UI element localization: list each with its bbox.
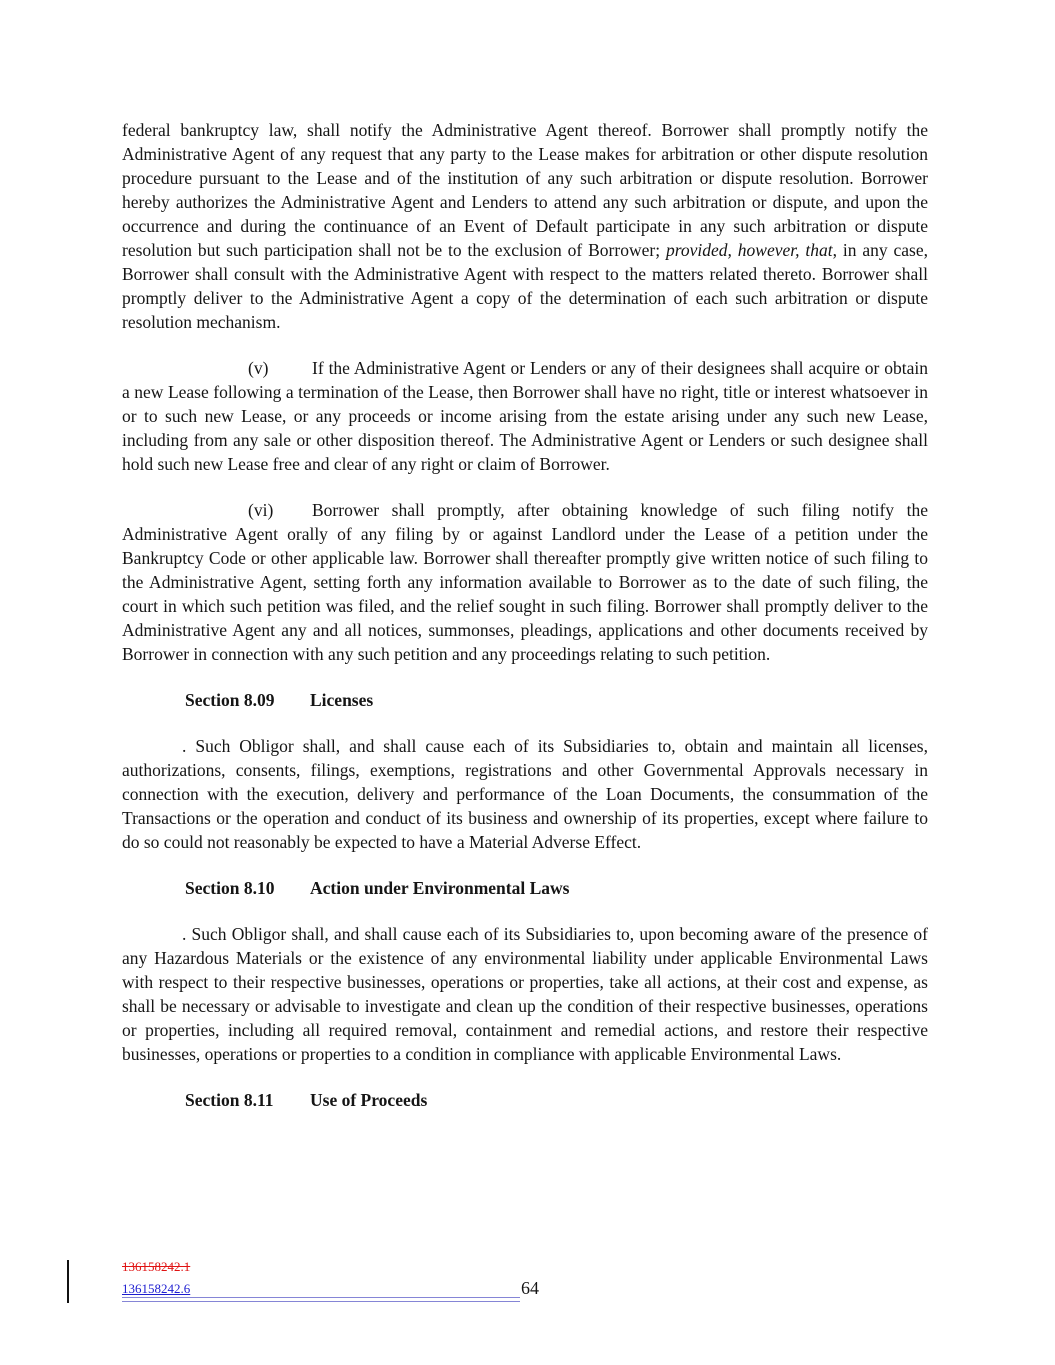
section-title: Action under Environmental Laws (310, 878, 570, 898)
page-number: 64 (521, 1278, 539, 1298)
paragraph-text: federal bankruptcy law, shall notify the Administrative Agent thereof. Borrower shall promptly notify the Administrative Agent of any request that any party to the Lease makes for arbitration or other dispute resolution procedure pursuant to the Lease and of the institution of any such arbitration or dispute resolution. Borrower hereby authorizes the Administrative Agent and Lenders to attend any such arbitration or dispute, and upon the occurrence and during the continuance of an Event of Default participate in any such arbitration or dispute resolution but such participation shall not be to the exclusion of Borrower; (122, 120, 928, 260)
paragraph-8-09 (122, 734, 928, 854)
subclause-label: (v) (248, 358, 269, 378)
footer-doc-id-deleted: 136158242.1 (122, 1259, 191, 1274)
section-number: Section 8.10 (185, 878, 275, 898)
subclause-v (122, 356, 928, 476)
paragraph-text: , in any case, Borrower shall consult with the Administrative Agent with respect to the matters related thereto. Borrower shall promptly deliver to the Administrative Agent a copy of the determination of each such arbitration or dispute resolution mechanism. (122, 240, 928, 332)
italic-phrase: provided, however, that (665, 240, 833, 260)
subclause-text: If the Administrative Agent or Lenders or any of their designees shall acquire or obtain a new Lease following a termination of the Lease, then Borrower shall have no right, title or interest whatsoever in or to such new Lease, or any proceeds or income arising from the estate arising under any such new Lease, including from any sale or other disposition thereof. The Administrative Agent or Lenders or such designee shall hold such new Lease free and clear of any right or claim of Borrower. (122, 358, 928, 474)
section-number: Section 8.09 (185, 690, 275, 710)
footer-revision-rule (122, 1297, 520, 1302)
section-title: Use of Proceeds (310, 1090, 428, 1110)
document-body (122, 118, 928, 1134)
subclause-text: Borrower shall promptly, after obtaining knowledge of such filing notify the Administrative Agent orally of any filing by or against Landlord under the Lease of a petition under the Bankruptcy Code or other applicable law. Borrower shall thereafter promptly give written notice of such filing to the Administrative Agent, setting forth any information available to Borrower as to the date of such filing, the court in which such petition was filed, and the relief sought in such filing. Borrower shall promptly deliver to the Administrative Agent any and all notices, summonses, pleadings, applications and other documents received by Borrower in connection with any such petition and any proceedings relating to such petition. (122, 500, 928, 664)
footer-doc-id-current: 136158242.6 (122, 1281, 191, 1296)
paragraph-text: . Such Obligor shall, and shall cause each of its Subsidiaries to, obtain and maintain all licenses, authorizations, consents, filings, exemptions, registrations and other Governmental Approvals necessary in connection with the execution, delivery and performance of the Loan Documents, the consummation of the Transactions or the operation and conduct of its business and ownership of its properties, except where failure to do so could not reasonably be expected to have a Material Adverse Effect. (122, 736, 928, 852)
section-heading-8-10 (122, 876, 928, 900)
paragraph-continuation (122, 118, 928, 334)
section-heading-8-11 (122, 1088, 928, 1112)
subclause-vi (122, 498, 928, 666)
paragraph-text: . Such Obligor shall, and shall cause each of its Subsidiaries to, upon becoming aware of the presence of any Hazardous Materials or the existence of any environmental liability under applicable Environmental Laws with respect to their respective businesses, operations or properties, take all actions, at their cost and expense, as shall be necessary or advisable to investigate and clean up the condition of their respective businesses, operations or properties, including all required removal, containment and remedial actions, and restore their respective businesses, operations or properties to a condition in compliance with applicable Environmental Laws. (122, 924, 928, 1064)
section-title: Licenses (310, 690, 374, 710)
paragraph-8-10 (122, 922, 928, 1066)
subclause-label: (vi) (248, 500, 274, 520)
change-bar (67, 1260, 69, 1303)
section-number: Section 8.11 (185, 1090, 274, 1110)
section-heading-8-09 (122, 688, 928, 712)
